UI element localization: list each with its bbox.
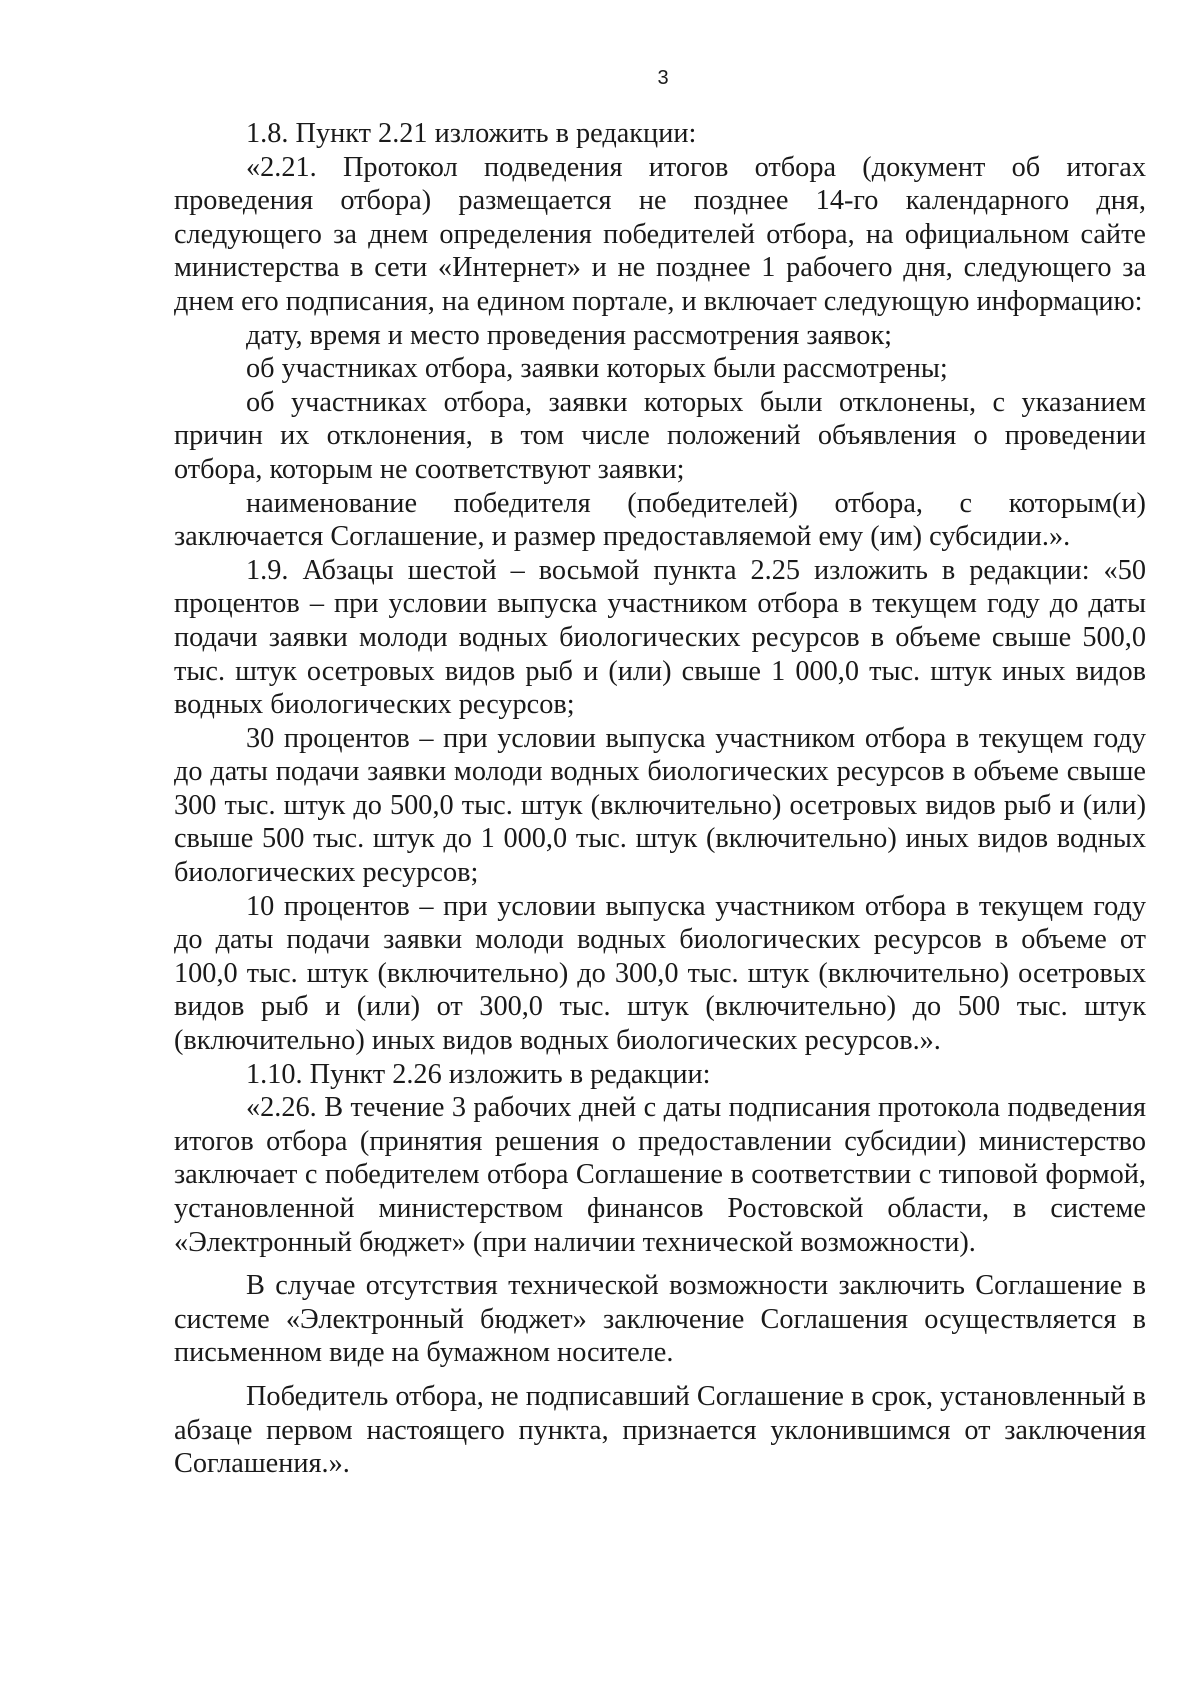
paragraph-clause-2-26: «2.26. В течение 3 рабочих дней с даты подписания протокола подведения итогов отбора (принятия решения о предоставлении субсидии) министерство заключает с победителем отбора Соглашение в соответствии с типовой формой, установленной министерством финансов Ростовской области, в системе «Электронный бюджет» (при наличии технической возможности). bbox=[174, 1092, 1146, 1258]
paragraph-list-reviewed: об участниках отбора, заявки которых были рассмотрены; bbox=[246, 353, 948, 385]
paragraph-clause-2-21: «2.21. Протокол подведения итогов отбора (документ об итогах проведения отбора) размещается не позднее 14-го календарного дня, следующего за днем определения победителей отбора, на официальном сайте министерства в сети «Интернет» и не позднее 1 рабочего дня, следующего за днем его подписания, на едином портале, и включает следующую информацию: bbox=[174, 151, 1146, 317]
paragraph-10-percent: 10 процентов – при условии выпуска участником отбора в текущем году до даты подачи заявки молоди водных биологических ресурсов в объеме от 100,0 тыс. штук (включительно) до 300,0 тыс. штук (включительно) осетровых видов рыб и (или) от 300,0 тыс. штук (включительно) до 500 тыс. штук (включительно) иных видов водных биологических ресурсов.». bbox=[174, 890, 1146, 1057]
paragraph-30-percent: 30 процентов – при условии выпуска участником отбора в текущем году до даты подачи заявки молоди водных биологических ресурсов в объеме свыше 300 тыс. штук до 500,0 тыс. штук (включительно) осетровых видов рыб и (или) свыше 500 тыс. штук до 1 000,0 тыс. штук (включительно) иных видов водных биологических ресурсов; bbox=[174, 722, 1146, 889]
paragraph-item-1-9: 1.9. Абзацы шестой – восьмой пункта 2.25 изложить в редакции: «50 процентов – при условии выпуска участником отбора в текущем году до даты подачи заявки молоди водных биологических ресурсов в объеме свыше 500,0 тыс. штук осетровых видов рыб и (или) свыше 1 000,0 тыс. штук иных видов водных биологических ресурсов; bbox=[174, 554, 1146, 721]
paragraph-no-technical-possibility: В случае отсутствия технической возможности заключить Соглашение в системе «Электронный бюджет» заключение Соглашения осуществляется в письменном виде на бумажном носителе. bbox=[174, 1270, 1146, 1369]
paragraph-list-winner: наименование победителя (победителей) отбора, с которым(и) заключается Соглашение, и размер предоставляемой ему (им) субсидии.». bbox=[174, 487, 1146, 553]
paragraph-item-1-10: 1.10. Пункт 2.26 изложить в редакции: bbox=[246, 1058, 711, 1090]
paragraph-winner-evasion: Победитель отбора, не подписавший Соглашение в срок, установленный в абзаце первом настоящего пункта, признается уклонившимся от заключения Соглашения.». bbox=[174, 1380, 1146, 1480]
document-body bbox=[174, 117, 1146, 1481]
page-number: 3 bbox=[657, 67, 669, 89]
paragraph-list-rejected: об участниках отбора, заявки которых были отклонены, с указанием причин их отклонения, в том числе положений объявления о проведении отбора, которым не соответствуют заявки; bbox=[174, 386, 1146, 485]
paragraph-list-date: дату, время и место проведения рассмотрения заявок; bbox=[246, 319, 893, 351]
paragraph-item-1-8: 1.8. Пункт 2.21 изложить в редакции: bbox=[246, 118, 697, 149]
